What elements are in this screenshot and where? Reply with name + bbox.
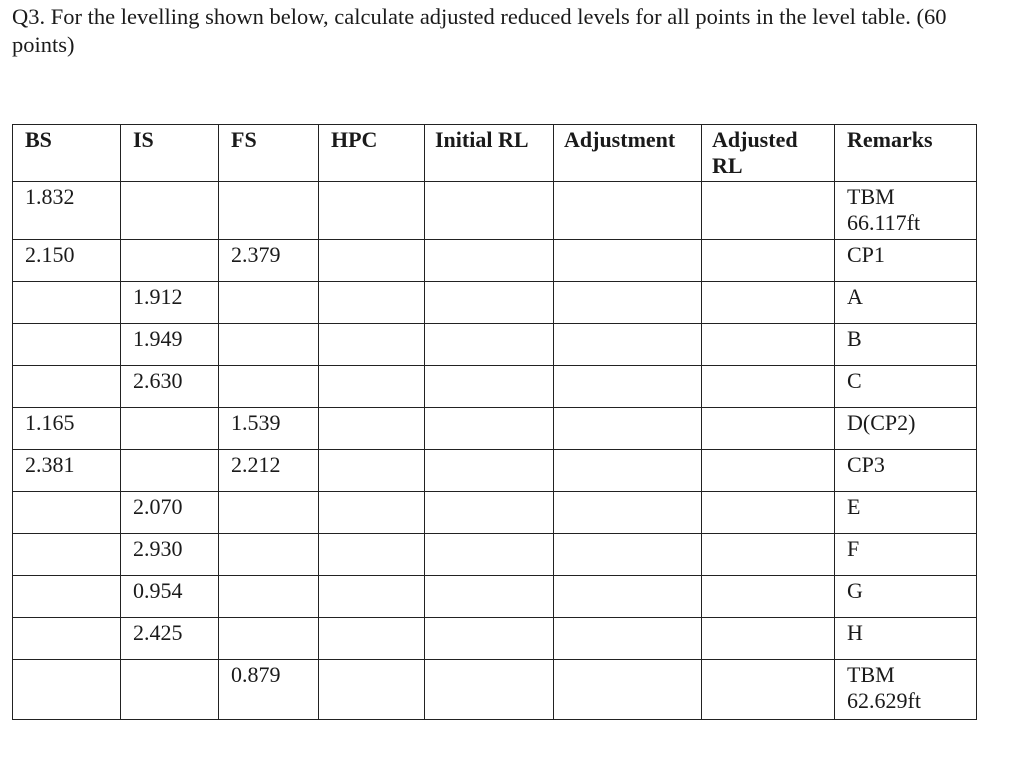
table-row [13,240,977,282]
cell-initial-rl [425,324,554,366]
cell-adjusted-rl [702,182,835,240]
cell-is [121,450,219,492]
cell-adjustment [554,324,702,366]
cell-adjustment [554,366,702,408]
cell-hpc [319,408,425,450]
cell-initial-rl [425,366,554,408]
cell-adjustment [554,282,702,324]
cell-is [121,660,219,720]
cell-is: 2.425 [121,618,219,660]
table-row [13,366,977,408]
level-table [12,124,977,720]
cell-bs: 1.165 [13,408,121,450]
cell-hpc [319,660,425,720]
cell-initial-rl [425,450,554,492]
cell-adjusted-rl [702,324,835,366]
cell-initial-rl [425,282,554,324]
cell-bs: 2.150 [13,240,121,282]
cell-is: 2.930 [121,534,219,576]
cell-remarks: E [835,492,977,534]
cell-fs [219,182,319,240]
cell-bs [13,660,121,720]
cell-hpc [319,576,425,618]
cell-hpc [319,282,425,324]
cell-hpc [319,492,425,534]
cell-initial-rl [425,408,554,450]
cell-hpc [319,534,425,576]
cell-initial-rl [425,492,554,534]
cell-bs: 1.832 [13,182,121,240]
cell-remarks: G [835,576,977,618]
cell-fs [219,324,319,366]
table-row [13,450,977,492]
cell-fs [219,618,319,660]
cell-adjustment [554,240,702,282]
cell-is [121,182,219,240]
cell-fs: 2.212 [219,450,319,492]
cell-is: 1.949 [121,324,219,366]
cell-remarks: B [835,324,977,366]
cell-hpc [319,450,425,492]
cell-fs [219,534,319,576]
cell-adjustment [554,534,702,576]
cell-fs: 1.539 [219,408,319,450]
cell-remarks: TBM 62.629ft [835,660,977,720]
cell-fs: 0.879 [219,660,319,720]
cell-adjusted-rl [702,240,835,282]
cell-bs [13,618,121,660]
cell-hpc [319,618,425,660]
header-initial-rl: Initial RL [425,125,554,182]
cell-remarks: F [835,534,977,576]
table-row [13,660,977,720]
cell-remarks: C [835,366,977,408]
cell-initial-rl [425,576,554,618]
cell-remarks: H [835,618,977,660]
cell-adjusted-rl [702,450,835,492]
cell-remarks: A [835,282,977,324]
cell-initial-rl [425,534,554,576]
cell-bs [13,576,121,618]
header-is: IS [121,125,219,182]
cell-fs [219,492,319,534]
cell-adjusted-rl [702,492,835,534]
table-row [13,618,977,660]
cell-remarks: CP3 [835,450,977,492]
cell-bs [13,282,121,324]
cell-bs [13,534,121,576]
cell-initial-rl [425,618,554,660]
cell-is: 2.070 [121,492,219,534]
cell-fs: 2.379 [219,240,319,282]
cell-adjustment [554,660,702,720]
table-row [13,408,977,450]
cell-adjustment [554,492,702,534]
cell-bs: 2.381 [13,450,121,492]
header-hpc: HPC [319,125,425,182]
header-remarks: Remarks [835,125,977,182]
cell-adjusted-rl [702,366,835,408]
cell-adjustment [554,408,702,450]
cell-adjustment [554,450,702,492]
table-row [13,576,977,618]
header-bs: BS [13,125,121,182]
cell-fs [219,576,319,618]
cell-adjusted-rl [702,618,835,660]
cell-remarks: TBM 66.117ft [835,182,977,240]
cell-adjusted-rl [702,660,835,720]
table-row [13,534,977,576]
cell-adjustment [554,182,702,240]
cell-is: 0.954 [121,576,219,618]
cell-adjusted-rl [702,282,835,324]
cell-hpc [319,182,425,240]
cell-hpc [319,240,425,282]
cell-bs [13,366,121,408]
header-adjusted-rl: Adjusted RL [702,125,835,182]
header-fs: FS [219,125,319,182]
cell-fs [219,366,319,408]
cell-fs [219,282,319,324]
cell-adjustment [554,618,702,660]
cell-hpc [319,324,425,366]
cell-is [121,408,219,450]
cell-remarks: D(CP2) [835,408,977,450]
cell-adjusted-rl [702,534,835,576]
cell-adjusted-rl [702,408,835,450]
cell-is [121,240,219,282]
table-row [13,324,977,366]
cell-is: 2.630 [121,366,219,408]
table-row [13,282,977,324]
table-row [13,182,977,240]
cell-is: 1.912 [121,282,219,324]
cell-bs [13,492,121,534]
cell-adjusted-rl [702,576,835,618]
table-row [13,492,977,534]
cell-remarks: CP1 [835,240,977,282]
question-text: Q3. For the levelling shown below, calculate adjusted reduced levels for all points in the level table. (60 points) [12,4,947,57]
cell-initial-rl [425,182,554,240]
header-adjustment: Adjustment [554,125,702,182]
cell-initial-rl [425,240,554,282]
cell-bs [13,324,121,366]
cell-adjustment [554,576,702,618]
cell-initial-rl [425,660,554,720]
table-header-row [13,125,977,182]
cell-hpc [319,366,425,408]
